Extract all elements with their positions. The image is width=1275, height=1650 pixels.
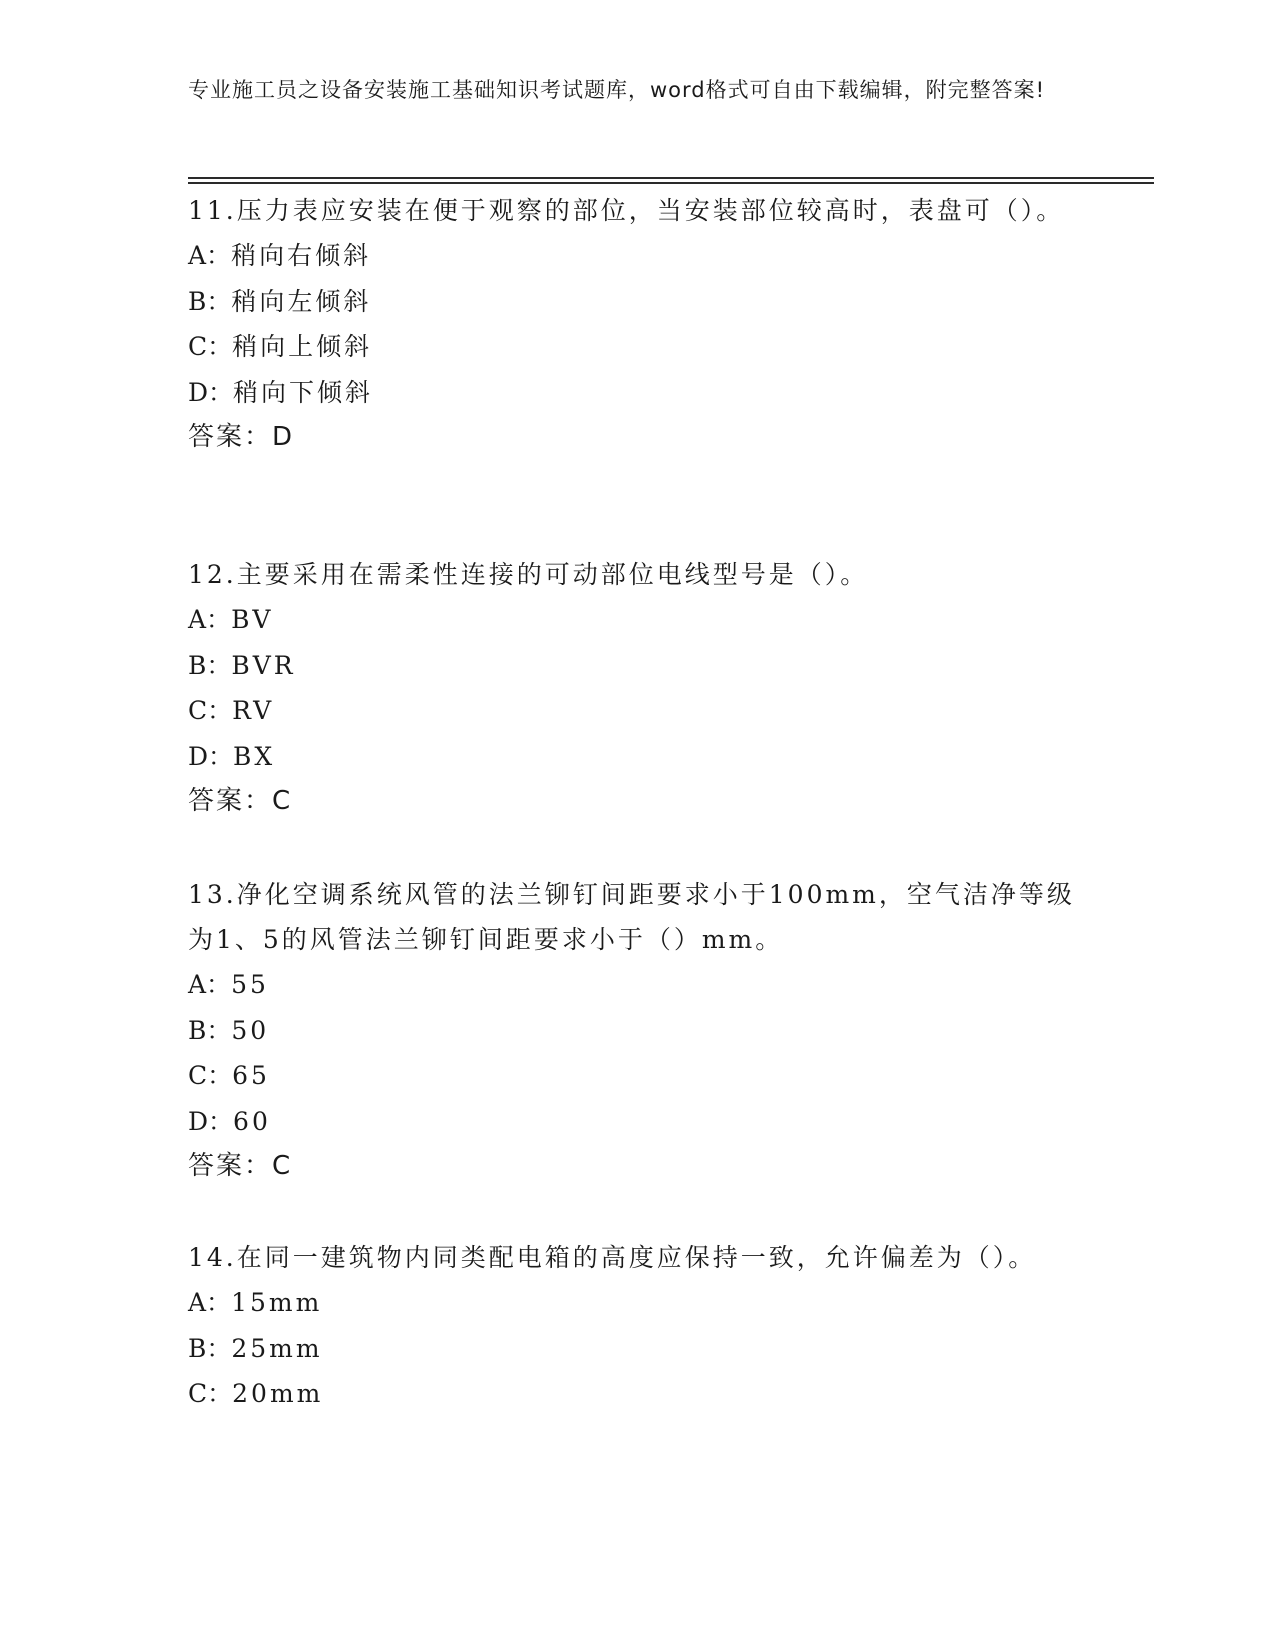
option-a bbox=[188, 597, 1078, 643]
question-13 bbox=[188, 872, 1078, 1189]
question-14 bbox=[188, 1235, 1078, 1417]
answer-line: 答案：C bbox=[188, 1151, 293, 1181]
option-c bbox=[188, 324, 1078, 370]
answer-line: 答案：D bbox=[188, 422, 295, 452]
option-c bbox=[188, 1371, 1078, 1417]
option-key: C： bbox=[188, 332, 233, 361]
option-text: 55 bbox=[231, 970, 269, 999]
question-stem: 13.净化空调系统风管的法兰铆钉间距要求小于100mm，空气洁净等级为1、5的风管法兰铆钉间距要求小于（）mm。 bbox=[188, 880, 1075, 954]
option-key: A： bbox=[188, 241, 232, 270]
option-key: B： bbox=[188, 1333, 232, 1363]
option-b bbox=[188, 279, 1078, 325]
option-text: BV bbox=[231, 605, 274, 634]
option-c bbox=[188, 688, 1078, 734]
question-12 bbox=[188, 552, 1078, 824]
option-text: 稍向下倾斜 bbox=[233, 377, 374, 407]
option-text: 15mm bbox=[231, 1288, 323, 1317]
document-header: 专业施工员之设备安装施工基础知识考试题库，word格式可自由下载编辑，附完整答案! bbox=[188, 78, 1046, 102]
option-key: A： bbox=[188, 605, 232, 634]
option-text: 稍向左倾斜 bbox=[231, 286, 372, 316]
question-stem: 12.主要采用在需柔性连接的可动部位电线型号是（）。 bbox=[188, 560, 869, 589]
option-key: B： bbox=[188, 1015, 232, 1045]
header-divider-top bbox=[188, 177, 1154, 179]
option-b bbox=[188, 1008, 1078, 1054]
option-key: D： bbox=[188, 1106, 234, 1136]
option-key: C： bbox=[188, 1379, 233, 1408]
option-key: D： bbox=[188, 377, 234, 407]
question-11 bbox=[188, 188, 1078, 460]
question-stem: 11.压力表应安装在便于观察的部位，当安装部位较高时，表盘可（）。 bbox=[188, 196, 1065, 225]
option-key: C： bbox=[188, 1061, 233, 1090]
option-text: 25mm bbox=[231, 1333, 323, 1363]
option-text: 50 bbox=[231, 1015, 270, 1045]
option-b bbox=[188, 1326, 1078, 1372]
option-text: 稍向右倾斜 bbox=[231, 241, 372, 270]
option-text: 60 bbox=[233, 1106, 271, 1136]
option-key: A： bbox=[188, 1288, 232, 1317]
option-key: B： bbox=[188, 286, 232, 316]
option-c bbox=[188, 1053, 1078, 1099]
question-stem: 14.在同一建筑物内同类配电箱的高度应保持一致，允许偏差为（）。 bbox=[188, 1243, 1037, 1272]
option-a bbox=[188, 233, 1078, 279]
option-d bbox=[188, 370, 1078, 416]
option-a bbox=[188, 962, 1078, 1008]
option-text: 稍向上倾斜 bbox=[232, 332, 373, 361]
answer-line: 答案：C bbox=[188, 786, 293, 816]
option-key: C： bbox=[188, 696, 233, 725]
option-key: A： bbox=[188, 970, 232, 999]
option-text: BX bbox=[233, 741, 276, 771]
option-d bbox=[188, 1099, 1078, 1145]
option-text: 20mm bbox=[232, 1379, 324, 1408]
option-d bbox=[188, 734, 1078, 780]
option-key: B： bbox=[188, 650, 232, 680]
option-b bbox=[188, 643, 1078, 689]
option-text: BVR bbox=[231, 650, 296, 680]
header-divider-bottom bbox=[188, 182, 1154, 184]
option-text: 65 bbox=[232, 1061, 270, 1090]
option-a bbox=[188, 1280, 1078, 1326]
option-key: D： bbox=[188, 741, 234, 771]
option-text: RV bbox=[232, 696, 275, 725]
